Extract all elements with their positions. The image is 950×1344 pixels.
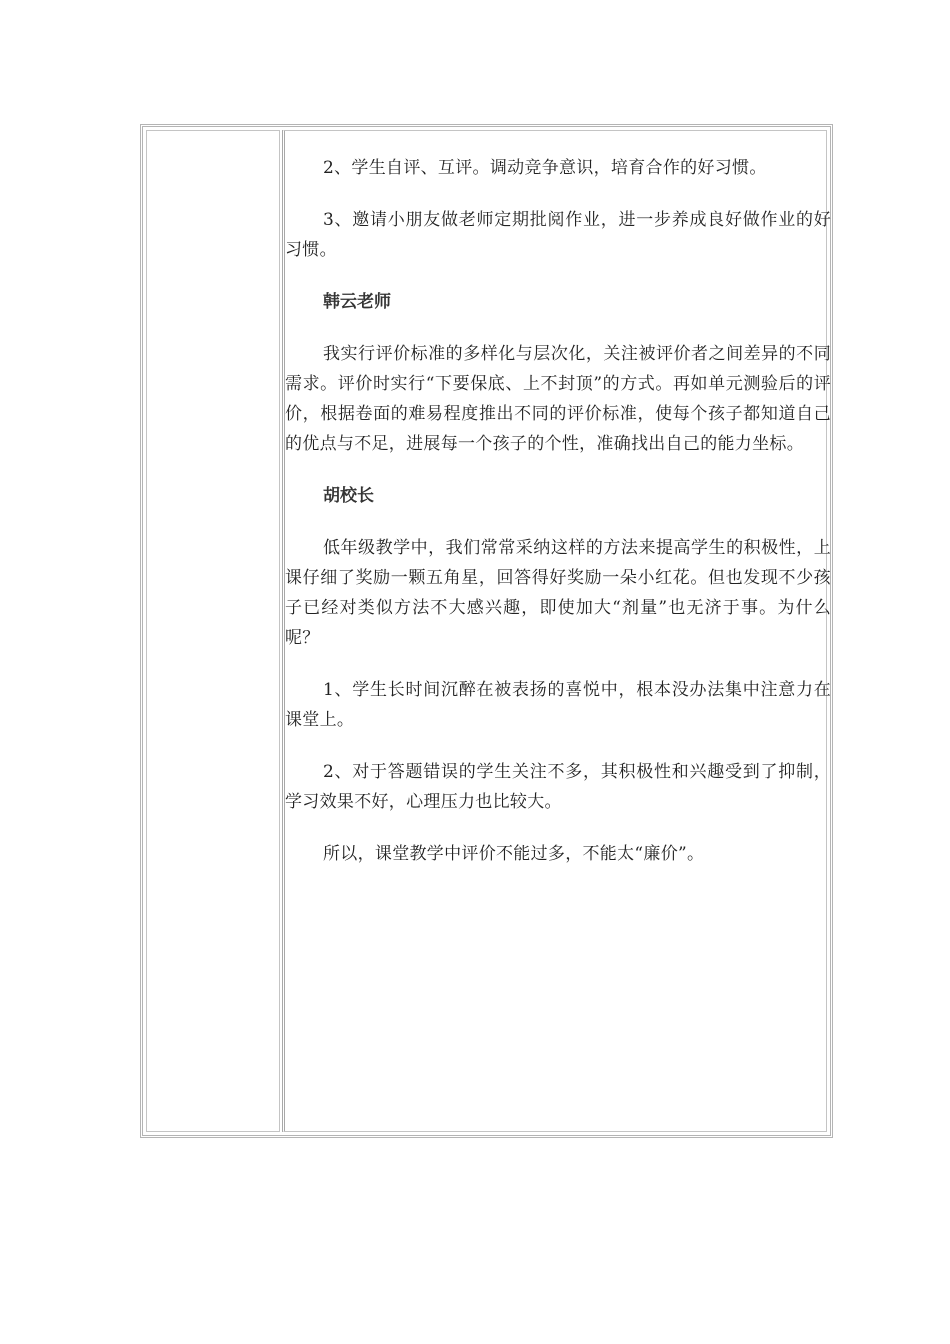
table-left-cell — [146, 130, 280, 1132]
cell-content — [285, 153, 831, 869]
paragraph-han-evaluation: 我实行评价标准的多样化与层次化，关注被评价者之间差异的不同需求。评价时实行“下要保底、上不封顶”的方式。再如单元测验后的评价，根据卷面的难易程度推出不同的评价标准，使每个孩子都知道自己的优点与不足，进展每一个孩子的个性，准确找出自己的能力坐标。 — [285, 344, 831, 454]
heading-teacher-han: 韩云老师 — [323, 292, 391, 312]
paragraph-reason-two: 2、对于答题错误的学生关注不多，其积极性和兴趣受到了抑制，学习效果不好，心理压力也比较大。 — [285, 762, 831, 812]
paragraph-hu-rewards: 低年级教学中，我们常常采纳这样的方法来提高学生的积极性，上课仔细了奖励一颗五角星，回答得好奖励一朵小红花。但也发现不少孩子已经对类似方法不大感兴趣，即使加大“剂量”也无济于事。为什么呢？ — [285, 538, 831, 648]
paragraph-self-evaluation: 2、学生自评、互评。调动竞争意识，培育合作的好习惯。 — [323, 158, 767, 178]
table-right-cell — [282, 130, 831, 1132]
paragraph-homework-review: 3、邀请小朋友做老师定期批阅作业，进一步养成良好做作业的好习惯。 — [285, 210, 831, 260]
paragraph-reason-one: 1、学生长时间沉醉在被表扬的喜悦中，根本没办法集中注意力在课堂上。 — [285, 680, 831, 730]
heading-principal-hu: 胡校长 — [323, 486, 374, 506]
content-table — [140, 124, 833, 1138]
paragraph-conclusion: 所以，课堂教学中评价不能过多，不能太“廉价”。 — [323, 844, 705, 864]
